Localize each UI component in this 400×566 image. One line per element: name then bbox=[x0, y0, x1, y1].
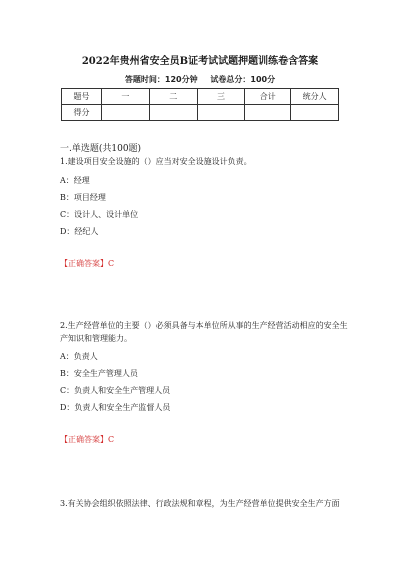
score-table-header-cell: 统分人 bbox=[291, 89, 339, 105]
score-row-label: 得分 bbox=[62, 105, 102, 121]
score-table bbox=[61, 88, 339, 121]
score-table-header-cell: 三 bbox=[197, 89, 245, 105]
question-1-option-d: D：经纪人 bbox=[60, 227, 99, 236]
question-1-option-c: C：设计人、设计单位 bbox=[60, 210, 139, 219]
score-table-header-cell: 二 bbox=[149, 89, 197, 105]
exam-info bbox=[0, 74, 400, 85]
question-2-option-c: C：负责人和安全生产管理人员 bbox=[60, 386, 171, 395]
score-cell[interactable] bbox=[245, 105, 291, 121]
score-table-header-cell: 题号 bbox=[62, 89, 102, 105]
question-1-answer: 【正确答案】C bbox=[60, 259, 115, 268]
question-1-option-a: A：经理 bbox=[60, 176, 90, 185]
score-table-header-cell: 一 bbox=[102, 89, 150, 105]
question-1-option-b: B：项目经理 bbox=[60, 193, 106, 202]
question-2-text: 2.生产经营单位的主要（）必须具备与本单位所从事的生产经营活动相应的安全生产知识和管理能力。 bbox=[60, 321, 348, 343]
question-2-answer: 【正确答案】C bbox=[60, 435, 115, 444]
score-table-score-row bbox=[62, 105, 339, 121]
score-cell[interactable] bbox=[149, 105, 197, 121]
question-3-text: 3.有关协会组织依照法律、行政法规和章程，为生产经营单位提供安全生产方面 bbox=[60, 499, 340, 508]
score-cell[interactable] bbox=[102, 105, 150, 121]
exam-total-score: 试卷总分：100分 bbox=[210, 75, 276, 84]
question-2-option-b: B：安全生产管理人员 bbox=[60, 369, 138, 378]
question-1-text: 1.建设项目安全设施的（）应当对安全设施设计负责。 bbox=[60, 157, 252, 166]
question-2-option-d: D：负责人和安全生产监督人员 bbox=[60, 403, 171, 412]
score-cell[interactable] bbox=[197, 105, 245, 121]
score-table-header-row bbox=[62, 89, 339, 105]
question-2-option-a: A：负责人 bbox=[60, 352, 98, 361]
score-cell[interactable] bbox=[291, 105, 339, 121]
section-title: 一.单选题(共100题) bbox=[60, 144, 142, 154]
exam-time: 答题时间：120分钟 bbox=[124, 75, 198, 84]
document-title: 2022年贵州省安全员B证考试试题押题训练卷含答案 bbox=[81, 56, 319, 67]
score-table-header-cell: 合计 bbox=[245, 89, 291, 105]
